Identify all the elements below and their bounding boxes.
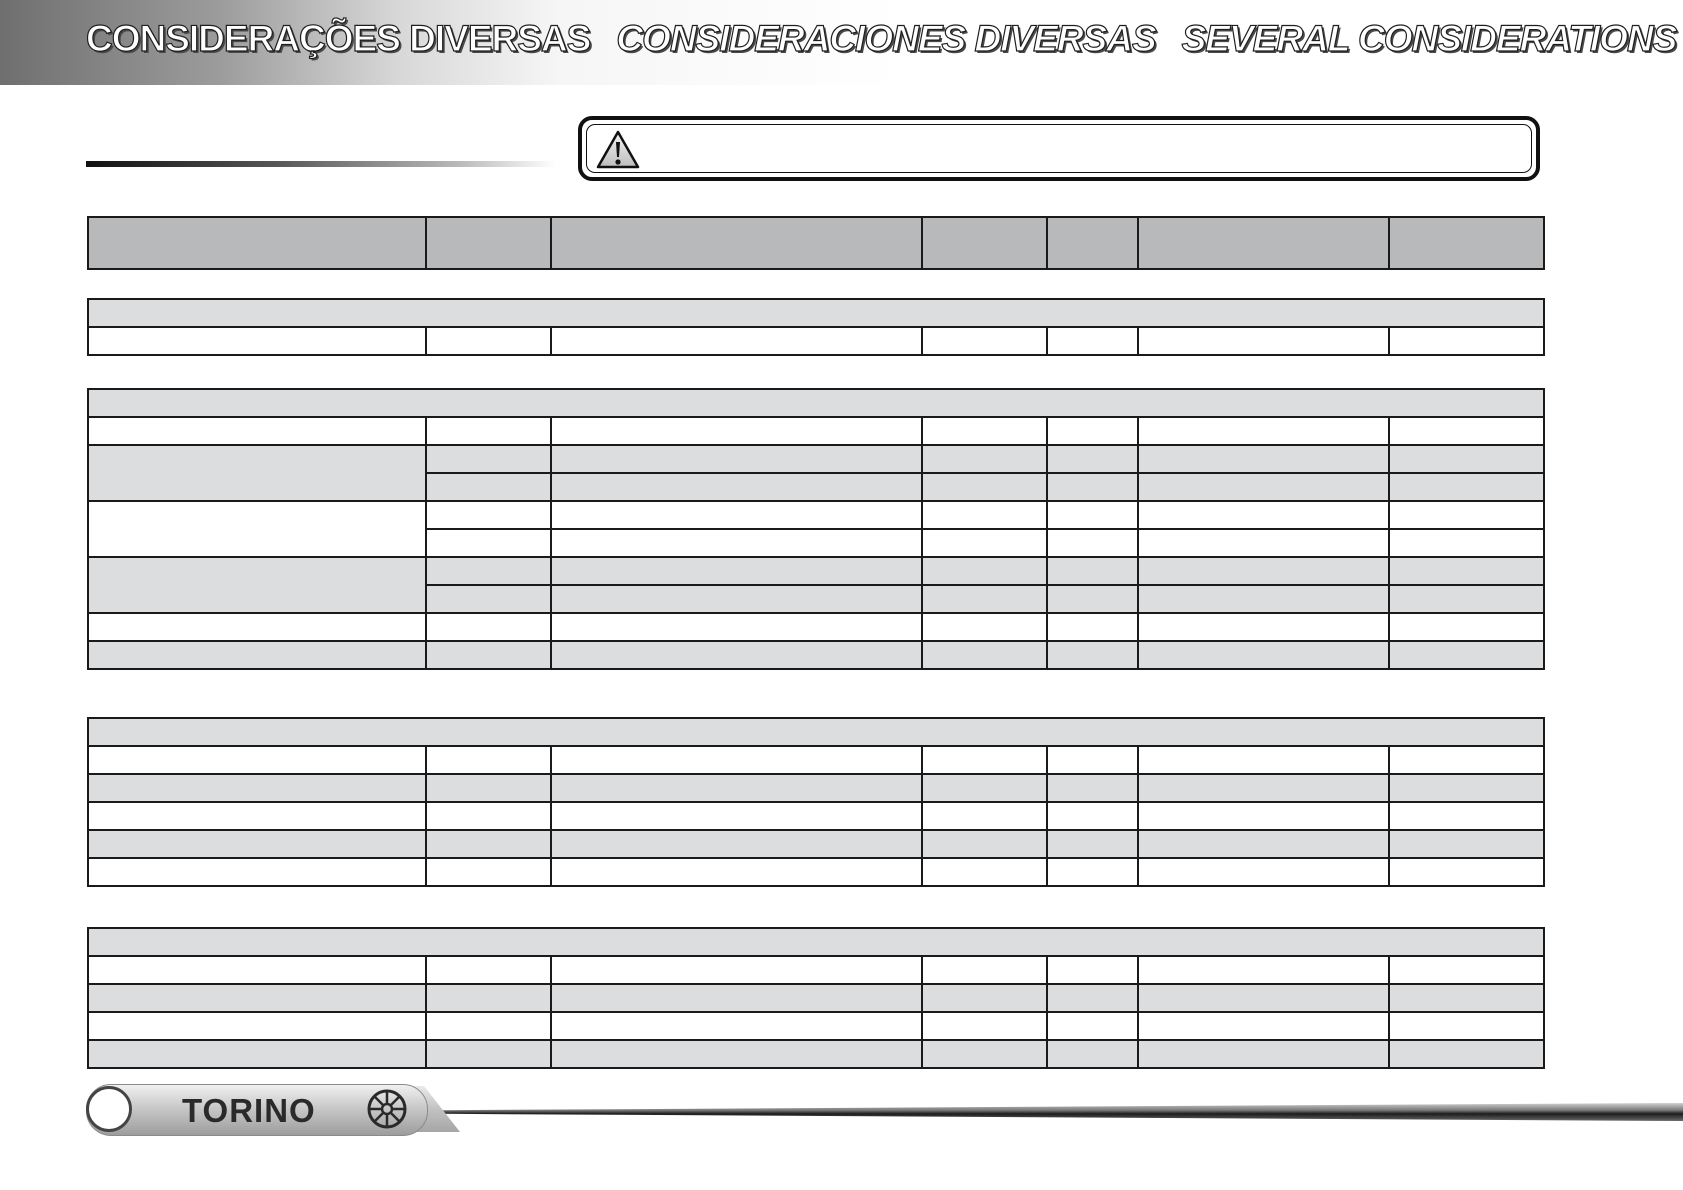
header-cell xyxy=(1389,217,1544,269)
table-cell xyxy=(426,473,551,501)
table-cell xyxy=(1138,1040,1389,1068)
table-cell xyxy=(1047,984,1138,1012)
table-cell xyxy=(1389,830,1544,858)
table-cell xyxy=(551,984,922,1012)
table-cell xyxy=(1389,858,1544,886)
table-cell xyxy=(922,585,1047,613)
table-cell xyxy=(426,956,551,984)
table-cell xyxy=(426,1012,551,1040)
table-cell xyxy=(1047,445,1138,473)
section-table-1 xyxy=(87,298,1545,356)
table-cell xyxy=(1389,774,1544,802)
table-cell xyxy=(1138,1012,1389,1040)
table-cell xyxy=(551,473,922,501)
table-cell xyxy=(1138,774,1389,802)
table-cell xyxy=(922,529,1047,557)
table-cell xyxy=(426,774,551,802)
table-cell xyxy=(1047,774,1138,802)
table-cell xyxy=(88,1040,426,1068)
table-cell xyxy=(426,984,551,1012)
table-cell xyxy=(922,984,1047,1012)
table-cell xyxy=(88,984,426,1012)
table-cell xyxy=(922,417,1047,445)
table-cell xyxy=(551,956,922,984)
table-cell xyxy=(426,641,551,669)
table-cell xyxy=(88,417,426,445)
table-row xyxy=(88,1012,1544,1040)
table-cell xyxy=(88,802,426,830)
table-row xyxy=(88,774,1544,802)
table-cell xyxy=(922,1040,1047,1068)
table-cell xyxy=(426,858,551,886)
table-cell xyxy=(551,746,922,774)
table-cell xyxy=(1138,956,1389,984)
table-cell xyxy=(1047,802,1138,830)
section-rule xyxy=(86,161,556,167)
header-cell xyxy=(88,217,426,269)
table-cell xyxy=(922,746,1047,774)
merged-cell xyxy=(88,445,426,501)
table-cell xyxy=(1047,641,1138,669)
table-cell xyxy=(1138,417,1389,445)
table-cell xyxy=(551,613,922,641)
section-title-row xyxy=(88,299,1544,327)
table-cell xyxy=(1138,557,1389,585)
merged-cell xyxy=(88,501,426,557)
table-cell xyxy=(1389,1012,1544,1040)
table-cell xyxy=(1047,956,1138,984)
table-cell xyxy=(1047,529,1138,557)
table-cell xyxy=(1389,417,1544,445)
table-row xyxy=(88,956,1544,984)
section-table-2 xyxy=(87,388,1545,670)
section-title-cell xyxy=(88,389,1544,417)
table-cell xyxy=(1047,613,1138,641)
table-cell xyxy=(1047,585,1138,613)
table-row xyxy=(88,641,1544,669)
table-cell xyxy=(426,613,551,641)
table-cell xyxy=(922,830,1047,858)
table-cell xyxy=(1047,830,1138,858)
table-cell xyxy=(1138,830,1389,858)
table-cell xyxy=(426,830,551,858)
table-cell xyxy=(426,501,551,529)
table-cell xyxy=(1047,1040,1138,1068)
table-cell xyxy=(551,1040,922,1068)
table-cell xyxy=(922,445,1047,473)
table-cell xyxy=(426,802,551,830)
table-cell xyxy=(1138,529,1389,557)
table-cell xyxy=(1138,585,1389,613)
table-row xyxy=(88,445,1544,473)
table-row xyxy=(88,327,1544,355)
table-cell xyxy=(88,327,426,355)
header-title-en: SEVERAL CONSIDERATIONS xyxy=(1181,18,1677,59)
table-cell xyxy=(551,802,922,830)
footer-circle xyxy=(86,1086,132,1132)
header-titles xyxy=(86,18,1676,60)
table-cell xyxy=(1389,956,1544,984)
table-cell xyxy=(1047,473,1138,501)
column-header-table xyxy=(87,216,1545,270)
table-cell xyxy=(1138,641,1389,669)
table-cell xyxy=(1389,445,1544,473)
table-cell xyxy=(1389,746,1544,774)
column-header-row xyxy=(88,217,1544,269)
table-cell xyxy=(551,327,922,355)
section-title-cell xyxy=(88,928,1544,956)
table-row xyxy=(88,746,1544,774)
table-cell xyxy=(1138,501,1389,529)
table-cell xyxy=(1389,529,1544,557)
header-cell xyxy=(551,217,922,269)
table-cell xyxy=(88,830,426,858)
table-cell xyxy=(1047,557,1138,585)
table-row xyxy=(88,417,1544,445)
table-cell xyxy=(551,585,922,613)
table-cell xyxy=(1389,473,1544,501)
table-cell xyxy=(1389,585,1544,613)
table-cell xyxy=(426,417,551,445)
header-cell xyxy=(1047,217,1138,269)
table-cell xyxy=(551,445,922,473)
table-cell xyxy=(1138,613,1389,641)
table-cell xyxy=(88,641,426,669)
table-cell xyxy=(1389,984,1544,1012)
section-table-4 xyxy=(87,927,1545,1069)
merged-cell xyxy=(88,557,426,613)
section-title-cell xyxy=(88,718,1544,746)
table-cell xyxy=(551,557,922,585)
table-cell xyxy=(1047,858,1138,886)
table-cell xyxy=(1047,501,1138,529)
table-cell xyxy=(551,774,922,802)
table-cell xyxy=(1138,802,1389,830)
warning-box-inner-border xyxy=(586,124,1532,173)
table-cell xyxy=(1138,327,1389,355)
table-cell xyxy=(922,327,1047,355)
table-cell xyxy=(426,746,551,774)
table-cell xyxy=(88,774,426,802)
table-cell xyxy=(1389,641,1544,669)
table-row xyxy=(88,1040,1544,1068)
table-cell xyxy=(922,1012,1047,1040)
table-cell xyxy=(551,858,922,886)
table-cell xyxy=(551,830,922,858)
warning-triangle-icon xyxy=(596,130,640,170)
table-cell xyxy=(1389,1040,1544,1068)
table-cell xyxy=(88,956,426,984)
table-row xyxy=(88,858,1544,886)
table-cell xyxy=(922,858,1047,886)
table-row xyxy=(88,613,1544,641)
table-cell xyxy=(922,956,1047,984)
footer-brand: TORINO xyxy=(182,1092,316,1129)
table-cell xyxy=(1047,417,1138,445)
table-cell xyxy=(1389,557,1544,585)
table-cell xyxy=(426,445,551,473)
footer-bar xyxy=(440,1103,1683,1121)
table-cell xyxy=(551,501,922,529)
table-cell xyxy=(922,501,1047,529)
table-cell xyxy=(1047,327,1138,355)
table-cell xyxy=(922,613,1047,641)
table-cell xyxy=(922,557,1047,585)
table-cell xyxy=(1138,473,1389,501)
section-title-row xyxy=(88,928,1544,956)
table-cell xyxy=(551,417,922,445)
header-title-pt: CONSIDERAÇÕES DIVERSAS xyxy=(86,18,591,59)
table-cell xyxy=(1138,445,1389,473)
header-title-es: CONSIDERACIONES DIVERSAS xyxy=(616,18,1156,59)
table-cell xyxy=(88,613,426,641)
table-cell xyxy=(551,641,922,669)
table-cell xyxy=(551,529,922,557)
section-title-cell xyxy=(88,299,1544,327)
table-cell xyxy=(88,1012,426,1040)
table-cell xyxy=(426,529,551,557)
section-title-row xyxy=(88,718,1544,746)
header-cell xyxy=(922,217,1047,269)
section-title-row xyxy=(88,389,1544,417)
steering-wheel-icon xyxy=(366,1088,408,1130)
table-cell xyxy=(88,746,426,774)
table-cell xyxy=(426,1040,551,1068)
table-cell xyxy=(922,774,1047,802)
table-cell xyxy=(922,802,1047,830)
table-cell xyxy=(1389,327,1544,355)
table-cell xyxy=(551,1012,922,1040)
table-cell xyxy=(1138,984,1389,1012)
header-cell xyxy=(1138,217,1389,269)
table-cell xyxy=(1047,1012,1138,1040)
table-row xyxy=(88,802,1544,830)
table-cell xyxy=(1138,746,1389,774)
section-table-3 xyxy=(87,717,1545,887)
warning-box xyxy=(578,116,1540,181)
table-cell xyxy=(426,585,551,613)
header-cell xyxy=(426,217,551,269)
table-cell xyxy=(1138,858,1389,886)
table-cell xyxy=(1389,613,1544,641)
table-cell xyxy=(1389,501,1544,529)
table-cell xyxy=(426,327,551,355)
table-cell xyxy=(1047,746,1138,774)
table-row xyxy=(88,557,1544,585)
table-cell xyxy=(1389,802,1544,830)
table-cell xyxy=(922,641,1047,669)
table-cell xyxy=(88,858,426,886)
table-cell xyxy=(922,473,1047,501)
table-row xyxy=(88,830,1544,858)
table-row xyxy=(88,501,1544,529)
table-row xyxy=(88,984,1544,1012)
table-cell xyxy=(426,557,551,585)
